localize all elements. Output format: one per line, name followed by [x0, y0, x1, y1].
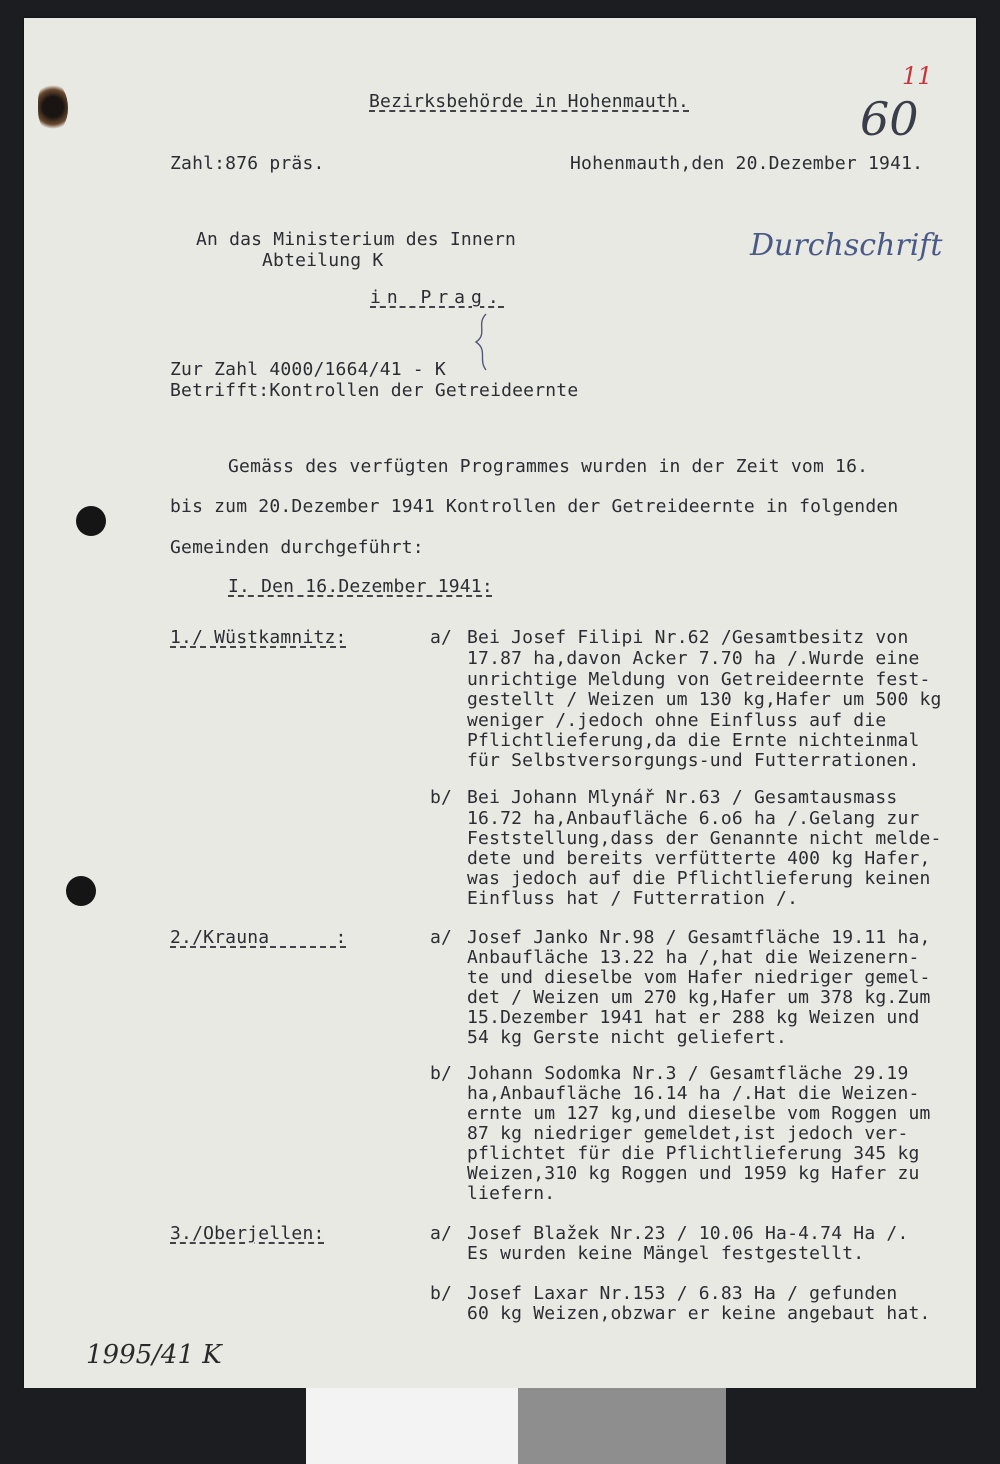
- burn-mark: [38, 82, 68, 132]
- item-line: für Selbstversorgungs-und Futterrationen.: [467, 750, 920, 771]
- section-heading: I. Den 16.Dezember 1941:: [228, 576, 493, 597]
- item-line: Josef Janko Nr.98 / Gesamtfläche 19.11 ha,: [467, 927, 931, 948]
- item-mark: b/: [430, 1283, 453, 1304]
- entry-place: 2./Krauna :: [170, 927, 347, 948]
- item-line: unrichtige Meldung von Getreideernte fest-: [467, 669, 931, 690]
- handwritten-archive-note: 1995/41 K: [86, 1340, 222, 1370]
- item-line: dete und bereits verfütterte 400 kg Hafer,: [467, 848, 931, 869]
- recipient-line-3: in Prag.: [370, 287, 505, 308]
- entry-place: 3./Oberjellen:: [170, 1223, 325, 1244]
- item-mark: a/: [430, 627, 453, 648]
- item-line: gestellt / Weizen um 130 kg,Hafer um 500 kg: [467, 689, 942, 710]
- item-line: Josef Laxar Nr.153 / 6.83 Ha / gefunden: [467, 1283, 898, 1304]
- intro-line: Gemäss des verfügten Programmes wurden in der Zeit vom 16.: [228, 456, 869, 477]
- intro-line: bis zum 20.Dezember 1941 Kontrollen der Getreideernte in folgenden: [170, 496, 899, 517]
- item-line: weniger /.jedoch ohne Einfluss auf die: [467, 710, 887, 731]
- subject-concerns: Betrifft:Kontrollen der Getreideernte: [170, 380, 579, 401]
- item-line: 87 kg niedriger gemeldet,ist jedoch ver-: [467, 1123, 909, 1144]
- item-line: te und dieselbe vom Hafer niedriger gemel-: [467, 967, 931, 988]
- item-line: 60 kg Weizen,obzwar er keine angebaut hat.: [467, 1303, 931, 1324]
- item-line: 54 kg Gerste nicht geliefert.: [467, 1027, 788, 1048]
- intro-line: Gemeinden durchgeführt:: [170, 537, 424, 558]
- item-line: ha,Anbaufläche 16.14 ha /.Hat die Weizen-: [467, 1083, 920, 1104]
- item-line: Bei Johann Mlynář Nr.63 / Gesamtausmass: [467, 787, 898, 808]
- reference-number: Zahl:876 präs.: [170, 153, 325, 174]
- item-line: Weizen,310 kg Roggen und 1959 kg Hafer zu: [467, 1163, 920, 1184]
- color-scale-gray: [518, 1388, 726, 1464]
- punch-hole: [66, 876, 96, 906]
- entry-place: 1./ Wüstkamnitz:: [170, 627, 347, 648]
- item-line: 16.72 ha,Anbaufläche 6.o6 ha /.Gelang zur: [467, 808, 920, 829]
- item-line: Es wurden keine Mängel festgestellt.: [467, 1243, 865, 1264]
- punch-hole: [76, 506, 106, 536]
- item-line: pflichtet für die Pflichtlieferung 345 kg: [467, 1143, 920, 1164]
- handwritten-copy-note: Durchschrift: [750, 228, 943, 263]
- color-scale-white: [306, 1388, 518, 1464]
- item-mark: a/: [430, 1223, 453, 1244]
- item-line: liefern.: [467, 1183, 556, 1204]
- pencil-bracket-mark: [470, 312, 494, 372]
- item-line: Josef Blažek Nr.23 / 10.06 Ha-4.74 Ha /.: [467, 1223, 909, 1244]
- item-line: det / Weizen um 270 kg,Hafer um 378 kg.Zum: [467, 987, 931, 1008]
- recipient-line-2: Abteilung K: [262, 250, 384, 271]
- item-mark: b/: [430, 787, 453, 808]
- item-line: Feststellung,dass der Genannte nicht melde-: [467, 828, 942, 849]
- item-line: Einfluss hat / Futterration /.: [467, 888, 799, 909]
- item-line: 15.Dezember 1941 hat er 288 kg Weizen und: [467, 1007, 920, 1028]
- item-line: 17.87 ha,davon Acker 7.70 ha /.Wurde eine: [467, 648, 920, 669]
- item-line: was jedoch auf die Pflichtlieferung keinen: [467, 868, 931, 889]
- place-date: Hohenmauth,den 20.Dezember 1941.: [570, 153, 924, 174]
- item-mark: b/: [430, 1063, 453, 1084]
- item-mark: a/: [430, 927, 453, 948]
- recipient-line-1: An das Ministerium des Innern: [196, 229, 517, 250]
- handwritten-red-number: 11: [902, 62, 933, 90]
- subject-reference: Zur Zahl 4000/1664/41 - K: [170, 359, 446, 380]
- item-line: Pflichtlieferung,da die Ernte nichteinmal: [467, 730, 920, 751]
- handwritten-page-number: 60: [860, 92, 919, 146]
- item-line: ernte um 127 kg,und dieselbe vom Roggen um: [467, 1103, 931, 1124]
- item-line: Bei Josef Filipi Nr.62 /Gesamtbesitz von: [467, 627, 909, 648]
- item-line: Johann Sodomka Nr.3 / Gesamtfläche 29.19: [467, 1063, 909, 1084]
- authority-title: Bezirksbehörde in Hohenmauth.: [369, 91, 690, 112]
- item-line: Anbaufläche 13.22 ha /,hat die Weizenern-: [467, 947, 920, 968]
